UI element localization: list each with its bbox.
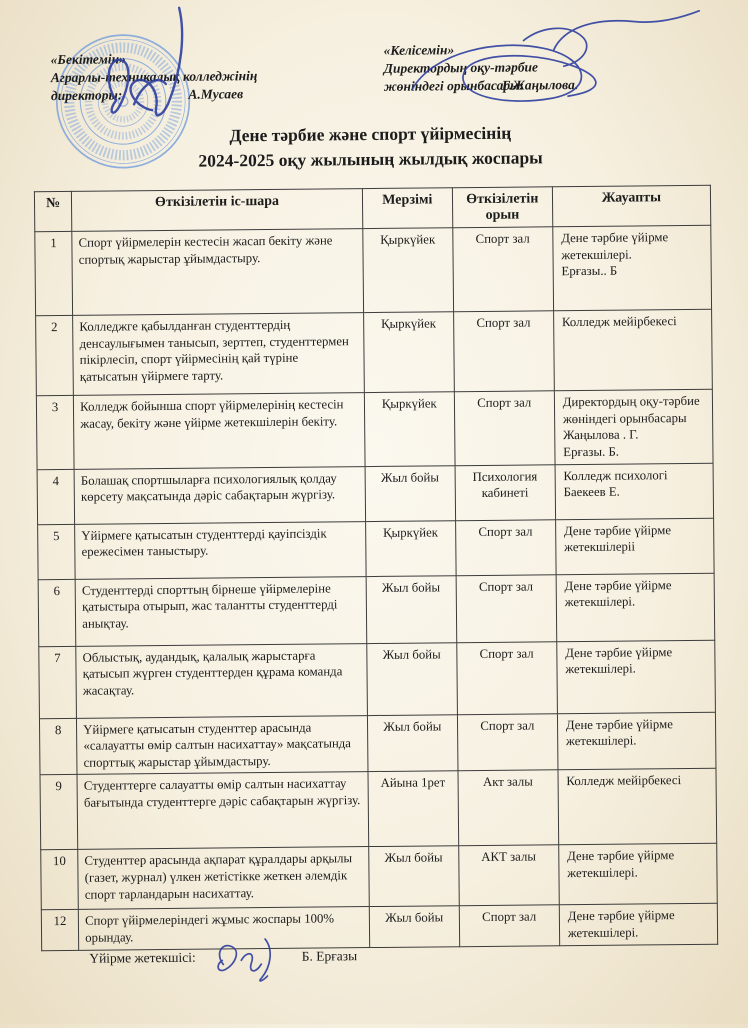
row-place: АКТ залы: [458, 845, 559, 906]
row-number: 3: [36, 395, 74, 469]
col-header-event: Өткізілетін іс-шара: [72, 189, 363, 232]
approve-word: «Бекітемін»: [50, 51, 126, 68]
col-header-place: Өткізілетін орын: [452, 187, 552, 228]
row-date: Жыл бойы: [369, 846, 459, 907]
row-responsible: Дене тәрбие үйірме жетекшілері.: [557, 712, 716, 770]
row-event: Үйірмеге қатысатын студенттер арасында «салауатты өмір салтын насихаттау» мақсатында спорттық жарыстар ұйымдастыру.: [77, 715, 368, 775]
director-name: А.Мусаев: [188, 86, 244, 103]
leader-signature: [209, 936, 287, 983]
table-row: [36, 309, 713, 395]
row-place: Спорт зал: [457, 641, 558, 714]
row-responsible: Дене тәрбие үйірме жетекшілері.: [559, 844, 718, 906]
row-event: Колледжге қабылданған студенттердің денсаулығымен танысып, зерттеп, студенттермен пікірлесіп, спорт үйірмесінің қай түріне қатысатын үйірмеге тарту.: [73, 313, 364, 396]
row-place: Спорт зал: [454, 391, 555, 465]
doc-title-line2: 2024-2025 оқу жылының жылдық жоспары: [198, 147, 543, 172]
agree-word: «Келісемін»: [383, 42, 455, 58]
row-event: Облыстық, аудандық, қалалық жарыстарға қатысып жүрген студенттерден құрама команда жасақтау.: [76, 643, 367, 718]
row-place: Спорт зал: [453, 311, 554, 392]
table-row: [41, 904, 717, 951]
row-date: Жыл бойы: [365, 465, 455, 521]
row-event: Студенттер арасында ақпарат құралдары арқылы (газет, журнал) үлкен жетістікке жеткен әлемдік спорт тарландарын насихаттау.: [78, 847, 369, 910]
deputy-role-line2: жөніндегі орынбасары:: [383, 77, 524, 95]
row-number: 2: [36, 315, 74, 395]
row-date: Қыркүйек: [363, 312, 454, 393]
col-header-responsible: Жауапты: [552, 185, 711, 227]
row-date: Айына 1рет: [368, 771, 459, 847]
row-number: 7: [39, 646, 77, 718]
footer-sign-line: [89, 948, 357, 967]
doc-title-line1: Дене тәрбие және спорт үйірмесінің: [229, 122, 512, 146]
row-number: 12: [41, 910, 79, 951]
row-place: Спорт зал: [453, 227, 554, 312]
row-date: Жыл бойы: [367, 642, 458, 715]
table-row: [38, 518, 714, 579]
row-place: Спорт зал: [459, 905, 559, 946]
table-header-row: [34, 185, 710, 231]
row-number: 4: [37, 469, 75, 524]
deputy-role-line1: Директордың оқу-тәрбие: [383, 59, 539, 77]
row-event: Спорт үйірмелеріндегі жұмыс жоспары 100% орындау.: [78, 907, 369, 950]
row-place: Спорт зал: [457, 713, 558, 771]
row-place: Акт залы: [458, 770, 559, 846]
row-date: Қыркүйек: [363, 228, 454, 313]
row-number: 6: [38, 579, 76, 646]
row-responsible: Директордың оқу-тәрбие жөніндегі орынбасары Жаңылова . Г. Ерғазы. Б.: [554, 389, 713, 464]
row-date: Жыл бойы: [367, 714, 457, 772]
table-row: [41, 844, 718, 910]
row-event: Спорт үйірмелерін кестесін жасап бекіту және спортық жарыстар ұйымдастыру.: [72, 229, 363, 316]
row-place: Психология кабинеті: [455, 464, 556, 520]
table-row: [39, 712, 716, 775]
row-number: 9: [40, 775, 78, 850]
col-header-number: №: [34, 191, 72, 231]
row-event: Колледж бойынша спорт үйірмелерінің кестесін жасау, бекіту және үйірме жетекшілерін бекіту.: [74, 393, 365, 469]
row-responsible: Дене тәрбие үйірме жетекшілеріі: [555, 518, 714, 575]
plan-table: [34, 185, 718, 951]
leader-name: Б. Ерғазы: [301, 948, 358, 964]
row-responsible: Дене тәрбие үйірме жетекшілері. Ерғазы.. Б: [553, 225, 712, 311]
row-responsible: Колледж психологі Баекеев Е.: [555, 463, 714, 520]
row-place: Спорт зал: [455, 519, 556, 575]
row-responsible: Дене тәрбие үйірме жетекшілері.: [557, 640, 716, 714]
doc-title: [0, 118, 745, 176]
row-responsible: Дене тәрбие үйірме жетекшілері.: [559, 904, 718, 946]
row-number: 1: [35, 231, 73, 315]
row-number: 10: [41, 850, 79, 910]
table-row: [37, 463, 713, 524]
table-row: [39, 640, 716, 718]
row-responsible: Колледж мейірбекесі: [553, 309, 712, 391]
table-row: [40, 769, 717, 850]
row-event: Болашақ спортшыларға психологиялық қолдау көрсету мақсатында дәріс сабақтарын жүргізу.: [74, 466, 365, 524]
col-header-date: Мерзімі: [362, 188, 452, 229]
plan-table-body: [35, 225, 718, 950]
row-place: Спорт зал: [456, 574, 557, 642]
row-date: Жыл бойы: [369, 906, 459, 947]
row-event: Студенттерге салауатты өмір салтын насихаттау бағытында студенттерге дәріс сабақтарын жүргізу.: [77, 772, 368, 850]
table-row: [35, 225, 712, 315]
row-event: Студенттерді спорттың бірнеше үйірмелеріне қатыстыра отырып, жас талантты студенттерді анықтау.: [75, 576, 366, 646]
row-event: Үйірмеге қатысатын студенттерді қауіпсіздік ережесімен таныстыру.: [75, 521, 366, 579]
row-responsible: Колледж мейірбекесі: [558, 769, 717, 846]
row-number: 8: [39, 718, 77, 775]
row-number: 5: [38, 524, 76, 579]
table-row: [36, 389, 713, 469]
college-name: Аграрлы-техникалық колледжінің: [50, 68, 258, 86]
deputy-name: Г.Жаңылова.: [501, 76, 579, 93]
row-date: Жыл бойы: [366, 575, 457, 643]
row-responsible: Дене тәрбие үйірме жетекшілері.: [556, 573, 715, 642]
row-date: Қыркүйек: [364, 392, 455, 466]
table-row: [38, 573, 715, 646]
leader-label: Үйірме жетекшісі:: [89, 949, 196, 966]
row-date: Қыркүйек: [365, 520, 455, 576]
approve-block: [51, 48, 362, 106]
agree-block: [383, 39, 714, 96]
director-label: директоры:: [50, 87, 123, 104]
